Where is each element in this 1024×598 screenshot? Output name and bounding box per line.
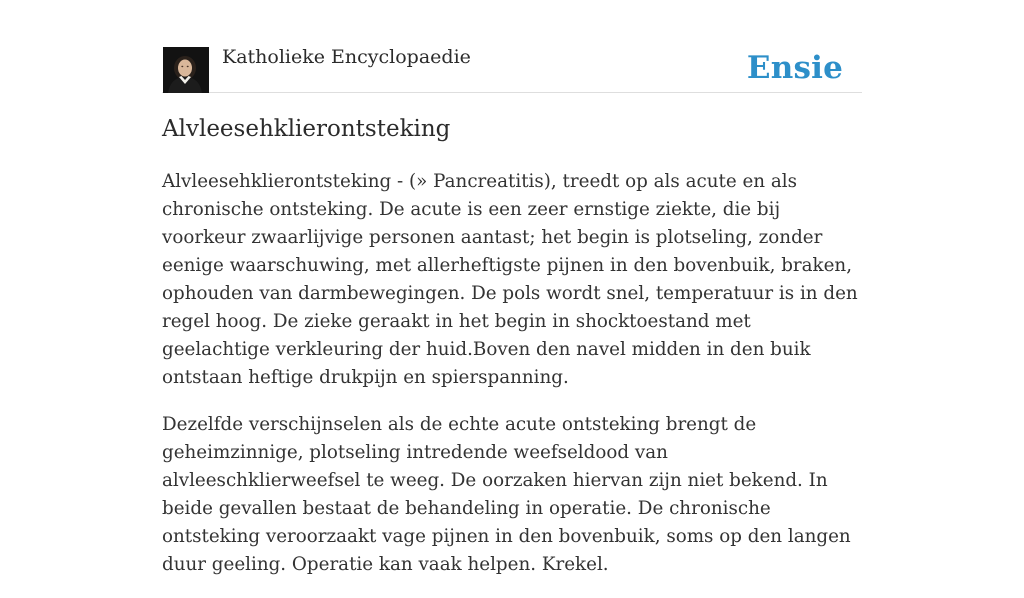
- source-avatar[interactable]: [163, 47, 209, 93]
- source-name[interactable]: Katholieke Encyclopaedie: [222, 46, 471, 68]
- ensie-logo[interactable]: Ensie: [746, 50, 843, 86]
- page-title: Alvleesehklierontsteking: [162, 116, 451, 142]
- portrait-avatar-icon: [163, 47, 209, 93]
- article-page: [162, 0, 862, 575]
- article-paragraph: Alvleesehklierontsteking - (» Pancreatitis), treedt op als acute en als chronische ontsteking. De acute is een zeer ernstige ziekte, die bij voorkeur zwaarlijvige personen aantast; het begin is plotseling, zonder eenige waarschuwing, met allerheftigste pijnen in den bovenbuik, braken, ophouden van darmbewegingen. De pols wordt snel, temperatuur is in den regel hoog. De zieke geraakt in het begin in shocktoestand met geelachtige verkleuring der huid.Boven den navel midden in den buik ontstaan heftige drukpijn en spierspanning.: [162, 171, 858, 388]
- article-body: [162, 168, 862, 598]
- article-paragraph: Dezelfde verschijnselen als de echte acute ontsteking brengt de geheimzinnige, plotseling intredende weefseldood van alvleeschklierweefsel te weeg. De oorzaken hiervan zijn niet bekend. In beide gevallen bestaat de behandeling in operatie. De chronische ontsteking veroorzaakt vage pijnen in den bovenbuik, soms op den langen duur geeling. Operatie kan vaak helpen. Krekel.: [162, 414, 851, 575]
- header: [162, 44, 862, 93]
